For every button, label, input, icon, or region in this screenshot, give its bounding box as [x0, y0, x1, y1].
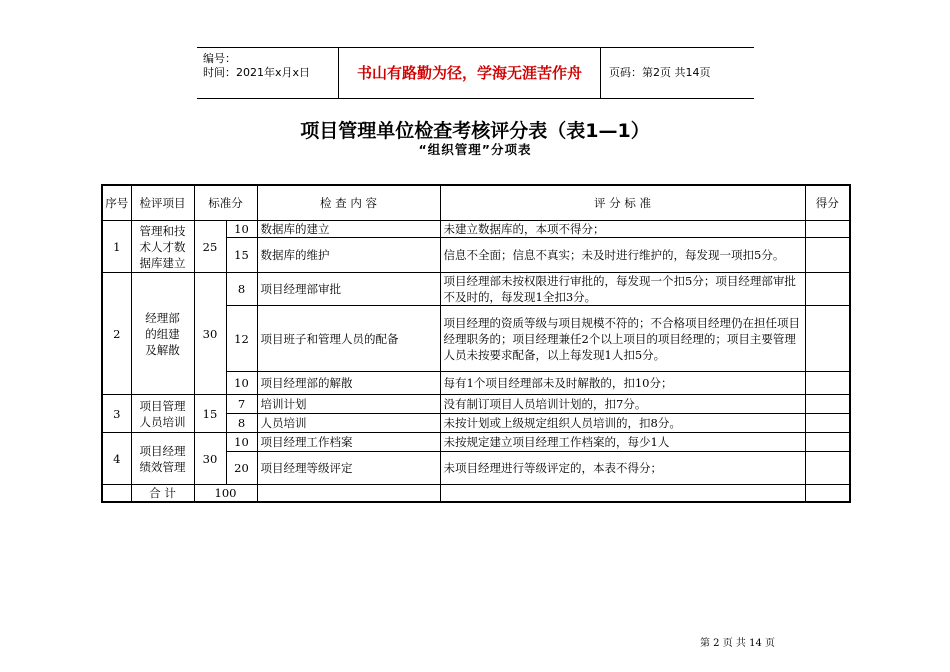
content-cell: 项目经理等级评定	[257, 452, 440, 485]
seq-cell: 2	[102, 273, 131, 395]
seq-cell: 1	[102, 221, 131, 273]
content-cell: 数据库的维护	[257, 238, 440, 273]
standard-cell: 30	[194, 433, 226, 485]
score-cell[interactable]	[805, 414, 850, 433]
criteria-cell: 项目经理的资质等级与项目规模不符的；不合格项目经理仍在担任项目经理职务的；项目经理兼任2个以上项目的项目经理的；项目主要管理人员未按要求配备，以上每发现1人扣5分。	[440, 306, 805, 372]
table-header-row	[102, 185, 850, 221]
header-content: 检 查 内 容	[257, 185, 440, 221]
header-score: 得分	[805, 185, 850, 221]
points-cell: 15	[226, 238, 257, 273]
page-title: 项目管理单位检查考核评分表（表1—1）	[300, 120, 650, 142]
header-standard: 标准分	[194, 185, 257, 221]
total-value: 100	[194, 485, 257, 503]
score-cell[interactable]	[805, 452, 850, 485]
item-cell: 管理和技术人才数据库建立	[131, 221, 194, 273]
criteria-cell: 每有1个项目经理部未及时解散的，扣10分；	[440, 372, 805, 395]
points-cell: 12	[226, 306, 257, 372]
content-cell: 培训计划	[257, 395, 440, 414]
criteria-cell: 信息不全面；信息不真实；未及时进行维护的，每发现一项扣5分。	[440, 238, 805, 273]
seq-cell: 4	[102, 433, 131, 485]
criteria-cell: 未项目经理进行等级评定的，本表不得分；	[440, 452, 805, 485]
total-empty-cell	[102, 485, 131, 503]
header-motto: 书山有路勤为径，学海无涯苦作舟	[339, 48, 601, 98]
header-criteria: 评 分 标 准	[440, 185, 805, 221]
standard-cell: 15	[194, 395, 226, 433]
total-empty-cell	[257, 485, 440, 503]
seq-cell: 3	[102, 395, 131, 433]
item-cell: 项目管理人员培训	[131, 395, 194, 433]
total-score-cell[interactable]	[805, 485, 850, 503]
item-cell: 项目经理绩效管理	[131, 433, 194, 485]
points-cell: 8	[226, 414, 257, 433]
table-row	[102, 395, 850, 414]
criteria-cell: 未建立数据库的，本项不得分；	[440, 221, 805, 238]
criteria-cell: 未按规定建立项目经理工作档案的，每少1人	[440, 433, 805, 452]
points-cell: 10	[226, 433, 257, 452]
header-seq: 序号	[102, 185, 131, 221]
header-item: 检评项目	[131, 185, 194, 221]
criteria-cell: 未按计划或上级规定组织人员培训的，扣8分。	[440, 414, 805, 433]
table-row	[102, 273, 850, 306]
content-cell: 人员培训	[257, 414, 440, 433]
score-cell[interactable]	[805, 395, 850, 414]
points-cell: 7	[226, 395, 257, 414]
date-label: 时间：2021年x月x日	[203, 66, 311, 79]
points-cell: 10	[226, 372, 257, 395]
standard-cell: 25	[194, 221, 226, 273]
points-cell: 8	[226, 273, 257, 306]
content-cell: 项目经理部的解散	[257, 372, 440, 395]
content-cell: 数据库的建立	[257, 221, 440, 238]
total-empty-cell	[440, 485, 805, 503]
points-cell: 10	[226, 221, 257, 238]
table-row	[102, 221, 850, 238]
criteria-cell: 项目经理部未按权限进行审批的，每发现一个扣5分；项目经理部审批不及时的，每发现1全扣3分。	[440, 273, 805, 306]
score-cell[interactable]	[805, 433, 850, 452]
content-cell: 项目班子和管理人员的配备	[257, 306, 440, 372]
score-cell[interactable]	[805, 221, 850, 238]
score-cell[interactable]	[805, 306, 850, 372]
standard-cell: 30	[194, 273, 226, 395]
points-cell: 20	[226, 452, 257, 485]
score-cell[interactable]	[805, 238, 850, 273]
criteria-cell: 没有制订项目人员培训计划的，扣7分。	[440, 395, 805, 414]
page-footer: 第 2 页 共 14 页	[700, 638, 775, 649]
total-label: 合 计	[131, 485, 194, 503]
score-cell[interactable]	[805, 273, 850, 306]
number-label: 编号：	[203, 52, 236, 65]
document-header	[197, 47, 754, 99]
page-subtitle: “组织管理”分项表	[418, 142, 532, 157]
header-meta	[197, 48, 339, 98]
header-page-info: 页码：第2页 共14页	[609, 66, 711, 79]
item-cell: 经理部的组建及解散	[131, 273, 194, 395]
score-table	[101, 184, 851, 503]
content-cell: 项目经理工作档案	[257, 433, 440, 452]
total-row	[102, 485, 850, 503]
table-row	[102, 433, 850, 452]
content-cell: 项目经理部审批	[257, 273, 440, 306]
score-cell[interactable]	[805, 372, 850, 395]
